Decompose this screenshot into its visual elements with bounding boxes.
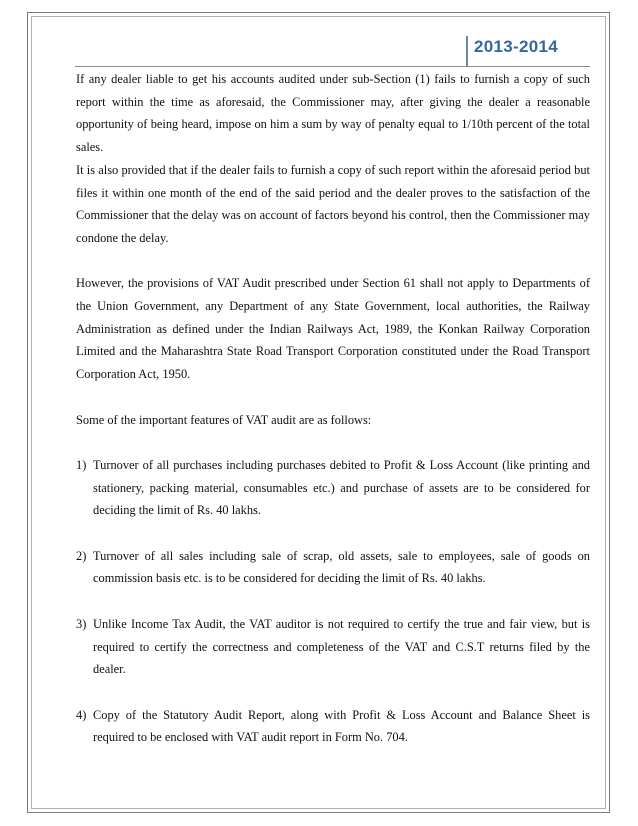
- features-list: [76, 454, 590, 749]
- paragraph-condone-delay: It is also provided that if the dealer fails to furnish a copy of such report within the aforesaid period but files it within one month of the end of the said period and the dealer proves to the satisfaction of the Commissioner that the delay was on account of factors beyond his control, then the Commissioner may condone the delay.: [76, 162, 590, 245]
- list-item: [76, 454, 590, 522]
- list-item-number: 4): [76, 707, 87, 722]
- list-item-text: Turnover of all purchases including purchases debited to Profit & Loss Account (like printing and stationery, packing material, consumables etc.) and purchase of assets are to be considered for deciding the limit of Rs. 40 lakhs.: [93, 457, 590, 518]
- list-item-text: Unlike Income Tax Audit, the VAT auditor is not required to certify the true and fair view, but is required to certify the correctness and completeness of the VAT and C.S.T returns filed by the dealer.: [93, 616, 590, 677]
- list-item: [76, 704, 590, 749]
- list-item-text: Copy of the Statutory Audit Report, along with Profit & Loss Account and Balance Sheet is required to be enclosed with VAT audit report in Form No. 704.: [93, 707, 590, 745]
- list-item-text: Turnover of all sales including sale of scrap, old assets, sale to employees, sale of goods on commission basis etc. is to be considered for deciding the limit of Rs. 40 lakhs.: [93, 548, 590, 586]
- list-item: [76, 613, 590, 681]
- paragraph-features-intro: Some of the important features of VAT audit are as follows:: [76, 412, 372, 427]
- list-item-number: 2): [76, 548, 87, 563]
- list-item: [76, 545, 590, 590]
- paragraph-penalty: If any dealer liable to get his accounts audited under sub-Section (1) fails to furnish a copy of such report within the time as aforesaid, the Commissioner may, after giving the dealer a reasonable opportunity of being heard, impose on him a sum by way of penalty equal to 1/10th percent of the total sales.: [76, 72, 590, 155]
- header-rule: [75, 66, 590, 67]
- list-item-number: 3): [76, 616, 87, 631]
- header-accent-bar: [466, 36, 468, 66]
- paragraph-exemptions: However, the provisions of VAT Audit prescribed under Section 61 shall not apply to Departments of the Union Government, any Department of any State Government, local authorities, the Railway Administration as defined under the Indian Railways Act, 1989, the Konkan Railway Corporation Limited and the Maharashtra State Road Transport Corporation constituted under the Road Transport Corporation Act, 1950.: [76, 276, 590, 382]
- list-item-number: 1): [76, 457, 87, 472]
- header-year: 2013-2014: [474, 37, 558, 56]
- document-body: [76, 68, 590, 749]
